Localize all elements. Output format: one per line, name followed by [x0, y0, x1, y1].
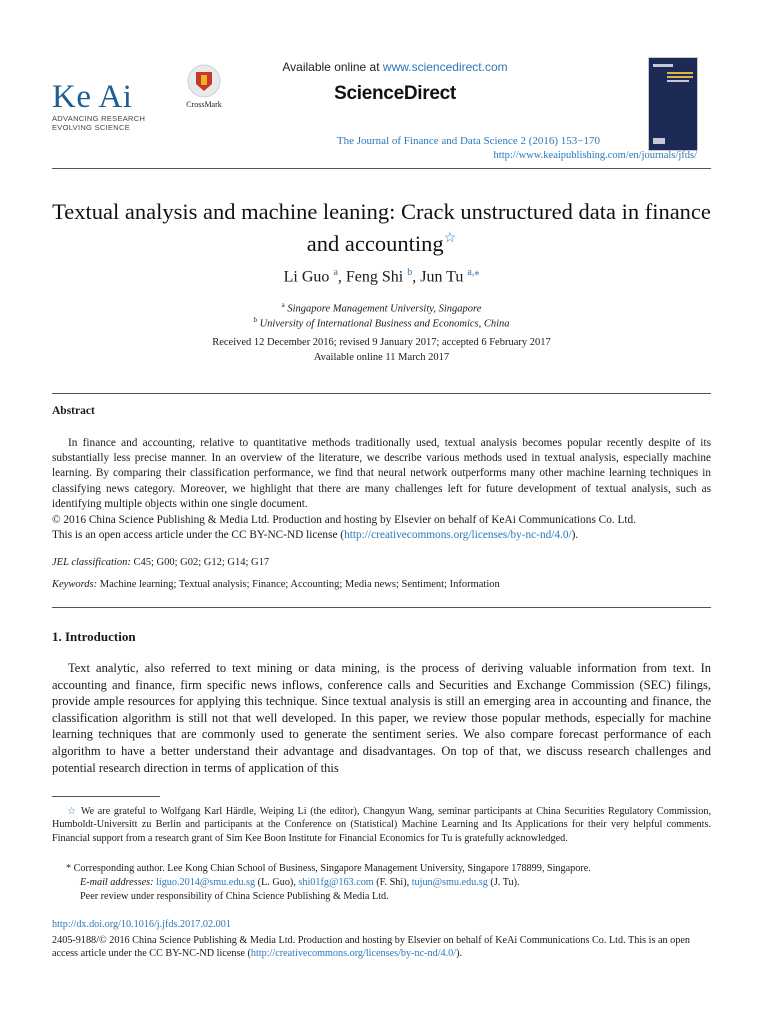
email-owner: (F. Shi),	[373, 877, 412, 888]
acknowledgement-text: We are grateful to Wolfgang Karl Härdle, Weiping Li (the editor), Changyun Wang, seminar participants at China Securities Regulatory Commission, Humboldt-Universitt zu Berlin and participants at the Conference on (Statistical) Machine Learning and Its Applications for their very helpful comments. Financial support from a research grant of Sim Kee Boon Institute for Financial Economics for Tu is gratefully acknowledged.	[52, 806, 711, 844]
footnote-star-icon: ☆	[66, 806, 78, 817]
keai-tagline-1: ADVANCING RESEARCH	[52, 114, 146, 123]
journal-cover-image	[649, 58, 697, 150]
abstract-license	[52, 528, 711, 543]
corresponding-text: Corresponding author. Lee Kong Chian School of Business, Singapore Management University, Singapore 178899, Singapore.	[73, 863, 591, 874]
title-footnote-star-icon[interactable]: ☆	[443, 231, 457, 246]
available-online-date: Available online 11 March 2017	[313, 352, 450, 363]
jel-label: JEL classification:	[52, 557, 131, 568]
license-suffix: ).	[571, 529, 579, 541]
affiliation-text: University of International Business and Economics, China	[259, 318, 510, 330]
email-owner: (L. Guo),	[255, 877, 299, 888]
abstract-bottom-rule	[52, 607, 711, 608]
affiliation	[52, 301, 711, 315]
abstract-copyright: © 2016 China Science Publishing & Media Ltd. Production and hosting by Elsevier on behalf of KeAi Communications Co. Ltd.	[52, 514, 637, 526]
article-title	[52, 198, 711, 257]
abstract-text: In finance and accounting, relative to quantitative methods traditionally used, textual analysis becomes popular recently despite of its substantially less precise manner. In an overview of the literature, we describe various methods used in textual analysis, especially machine learning. By comparing their classification performance, we find that neural network outperforms many other machine learning techniques in classifying news category. Moreover, we highlight that there are many challenges left for future development of textual analysis, such as identifying multiple objects within one single document.	[52, 437, 711, 510]
affiliation	[52, 316, 711, 330]
footer-license-link[interactable]: http://creativecommons.org/licenses/by-nc-nd/4.0/	[250, 948, 457, 960]
section-heading-introduction: 1. Introduction	[52, 629, 136, 644]
keywords-list: Machine learning; Textual analysis; Finance; Accounting; Media news; Sentiment; Information	[99, 579, 500, 590]
keai-wordmark: Ke Ai	[52, 79, 133, 115]
available-prefix: Available online at	[282, 60, 383, 74]
journal-reference[interactable]: The Journal of Finance and Data Science 2 (2016) 153−170	[336, 135, 600, 147]
crossmark-icon	[187, 64, 221, 98]
abstract-top-rule	[52, 393, 711, 394]
introduction-text: Text analytic, also referred to text mining or data mining, is the process of deriving valuable information from text. In accounting and finance, firm specific news inflows, conference calls and Securities and Exchange Commission (SEC) filings, provide ample resources for applying this technique. Since textual analysis is still an emerging area in accounting and finance, the classification algorithm is still not that well developed. In this paper, we review those popular methods, especially for machine learning techniques that are commonly used to generate the sentiment series. We also compare forecast performance of each algorithm to have a better understand their advantage and disadvantages. On top of that, we discuss research challenges and potential research direction in terms of application of this	[52, 661, 711, 775]
footer-copyright	[52, 934, 711, 961]
crossmark-badge[interactable]	[179, 64, 229, 109]
corresponding-mark: *	[66, 863, 72, 874]
journal-url[interactable]: http://www.keaipublishing.com/en/journals/jfds/	[493, 150, 697, 161]
received-dates: Received 12 December 2016; revised 9 January 2017; accepted 6 February 2017	[212, 337, 551, 348]
footnote-corresponding	[52, 862, 711, 875]
article-title-text: Textual analysis and machine leaning: Crack unstructured data in finance and accounting	[52, 199, 711, 256]
abstract-body	[52, 436, 711, 512]
footer-license-suffix: ).	[456, 948, 463, 960]
jel-classification	[52, 557, 711, 568]
email-owner: (J. Tu).	[487, 877, 520, 888]
author-affil-mark[interactable]: a	[333, 267, 338, 278]
affiliation-mark: b	[253, 316, 257, 324]
footnote-peer-review	[52, 890, 711, 903]
author-name[interactable]: Jun Tu	[420, 268, 464, 286]
sciencedirect-logo: ScienceDirect	[334, 83, 456, 104]
author-name[interactable]: Li Guo	[283, 268, 330, 286]
crossmark-label: CrossMark	[186, 100, 222, 109]
keywords-label: Keywords:	[52, 579, 98, 590]
keai-tagline-2: EVOLVING SCIENCE	[52, 123, 131, 132]
abstract-heading: Abstract	[52, 405, 95, 417]
license-prefix: This is an open access article under the CC BY-NC-ND license (	[52, 529, 345, 541]
author-list: Li Guo $^a$, Feng Shi $^b$, Jun Tu $^{a,⁎}$	[283, 267, 480, 286]
available-online	[230, 60, 560, 74]
doi-link[interactable]: http://dx.doi.org/10.1016/j.jfds.2017.02.001	[52, 919, 231, 930]
author-affil-mark[interactable]: b	[407, 267, 413, 278]
email-link[interactable]: liguo.2014@smu.edu.sg	[156, 877, 256, 888]
email-link[interactable]: shi01fg@163.com	[298, 877, 374, 888]
introduction-body	[52, 660, 711, 776]
footnote-acknowledgement	[52, 805, 711, 845]
sciencedirect-link[interactable]: www.sciencedirect.com	[382, 60, 508, 74]
jel-codes: C45; G00; G02; G12; G14; G17	[133, 557, 270, 568]
author-name[interactable]: Feng Shi	[345, 268, 404, 286]
license-link[interactable]: http://creativecommons.org/licenses/by-nc-nd/4.0/	[344, 529, 572, 541]
keywords	[52, 579, 711, 590]
footnote-rule	[52, 796, 160, 797]
footnote-emails	[52, 876, 711, 889]
email-label: E-mail addresses:	[80, 877, 154, 888]
keai-logo	[52, 79, 146, 132]
peer-review-text: Peer review under responsibility of China Science Publishing & Media Ltd.	[80, 891, 389, 902]
header-rule	[52, 168, 711, 169]
author-affil-mark[interactable]: a,⁎	[467, 267, 480, 278]
email-link[interactable]: tujun@smu.edu.sg	[411, 877, 488, 888]
issn-copyright-text: 2405-9188/© 2016 China Science Publishing & Media Ltd. Production and hosting by Elsevier on behalf of KeAi Communications Co. Ltd. This is an open access article under the CC BY-NC-ND license (	[52, 935, 690, 960]
affiliation-text: Singapore Management University, Singapore	[287, 303, 482, 315]
affiliation-mark: a	[281, 301, 285, 309]
